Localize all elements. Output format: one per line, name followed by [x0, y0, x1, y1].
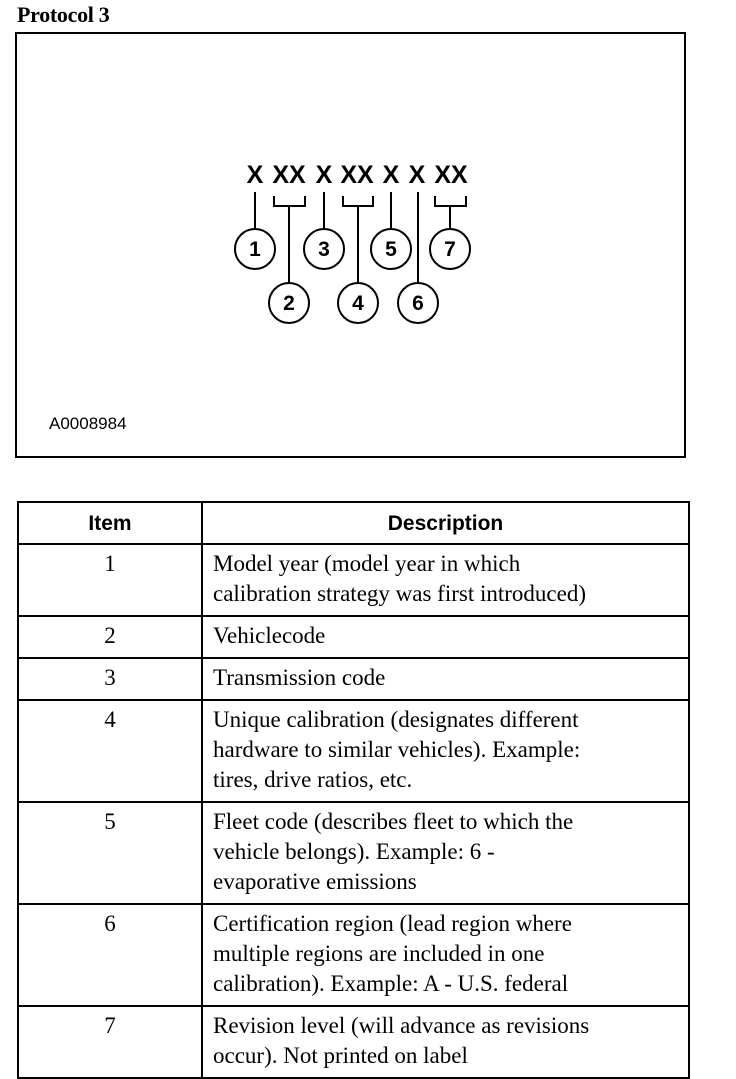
- item-description: [202, 544, 689, 616]
- table-row: [18, 1006, 689, 1078]
- callout-label-3: 3: [318, 238, 330, 261]
- description-line: Model year (model year in which: [213, 551, 521, 576]
- table-row: [18, 616, 689, 658]
- description-line: evaporative emissions: [213, 869, 417, 894]
- table-row: [18, 904, 689, 1006]
- column-header-description: Description: [202, 502, 689, 544]
- bracket-7: [435, 196, 466, 206]
- page-title: Protocol 3: [17, 2, 110, 27]
- description-line: tires, drive ratios, etc.: [213, 767, 413, 792]
- description-line: Certification region (lead region where: [213, 911, 572, 936]
- description-line: calibration). Example: A - U.S. federal: [213, 971, 569, 996]
- item-description: [202, 616, 689, 658]
- table-body: [18, 544, 689, 1078]
- item-number: 3: [18, 658, 202, 700]
- item-number: 5: [18, 802, 202, 904]
- description-line: Transmission code: [213, 665, 386, 690]
- item-number: 2: [18, 616, 202, 658]
- code-group-3: X: [315, 161, 333, 189]
- code-group-2: XX: [272, 161, 306, 189]
- item-number: 7: [18, 1006, 202, 1078]
- callout-label-5: 5: [385, 238, 397, 261]
- column-header-item: Item: [18, 502, 202, 544]
- code-diagram-svg: [17, 34, 684, 456]
- callout-label-1: 1: [249, 238, 261, 261]
- table-row: [18, 700, 689, 802]
- callout-label-7: 7: [444, 238, 456, 261]
- description-line: calibration strategy was first introduced): [213, 581, 586, 606]
- description-line: vehicle belongs). Example: 6 -: [213, 839, 495, 864]
- callout-label-2: 2: [283, 292, 295, 315]
- callout-label-6: 6: [412, 292, 424, 315]
- item-description: [202, 802, 689, 904]
- item-number: 1: [18, 544, 202, 616]
- table-row: [18, 658, 689, 700]
- code-group-4: XX: [340, 161, 374, 189]
- item-description: [202, 658, 689, 700]
- description-line: occur). Not printed on label: [213, 1043, 468, 1068]
- table-header-row: [18, 502, 689, 544]
- item-description: [202, 700, 689, 802]
- description-line: Fleet code (describes fleet to which the: [213, 809, 574, 834]
- table-row: [18, 802, 689, 904]
- bracket-2: [274, 196, 305, 206]
- description-table: [17, 501, 690, 1079]
- bracket-4: [343, 196, 373, 206]
- description-line: Unique calibration (designates different: [213, 707, 579, 732]
- item-description: [202, 1006, 689, 1078]
- item-number: 6: [18, 904, 202, 1006]
- code-group-6: X: [408, 161, 426, 189]
- code-group-1: X: [246, 161, 264, 189]
- code-group-5: X: [382, 161, 400, 189]
- table-row: [18, 544, 689, 616]
- code-diagram: [15, 32, 686, 458]
- code-group-7: XX: [434, 161, 468, 189]
- item-number: 4: [18, 700, 202, 802]
- callout-label-4: 4: [352, 292, 364, 315]
- description-line: multiple regions are included in one: [213, 941, 545, 966]
- description-line: Vehiclecode: [213, 623, 326, 648]
- figure-id: A0008984: [49, 414, 127, 433]
- item-description: [202, 904, 689, 1006]
- description-line: hardware to similar vehicles). Example:: [213, 737, 581, 762]
- description-line: Revision level (will advance as revisions: [213, 1013, 590, 1038]
